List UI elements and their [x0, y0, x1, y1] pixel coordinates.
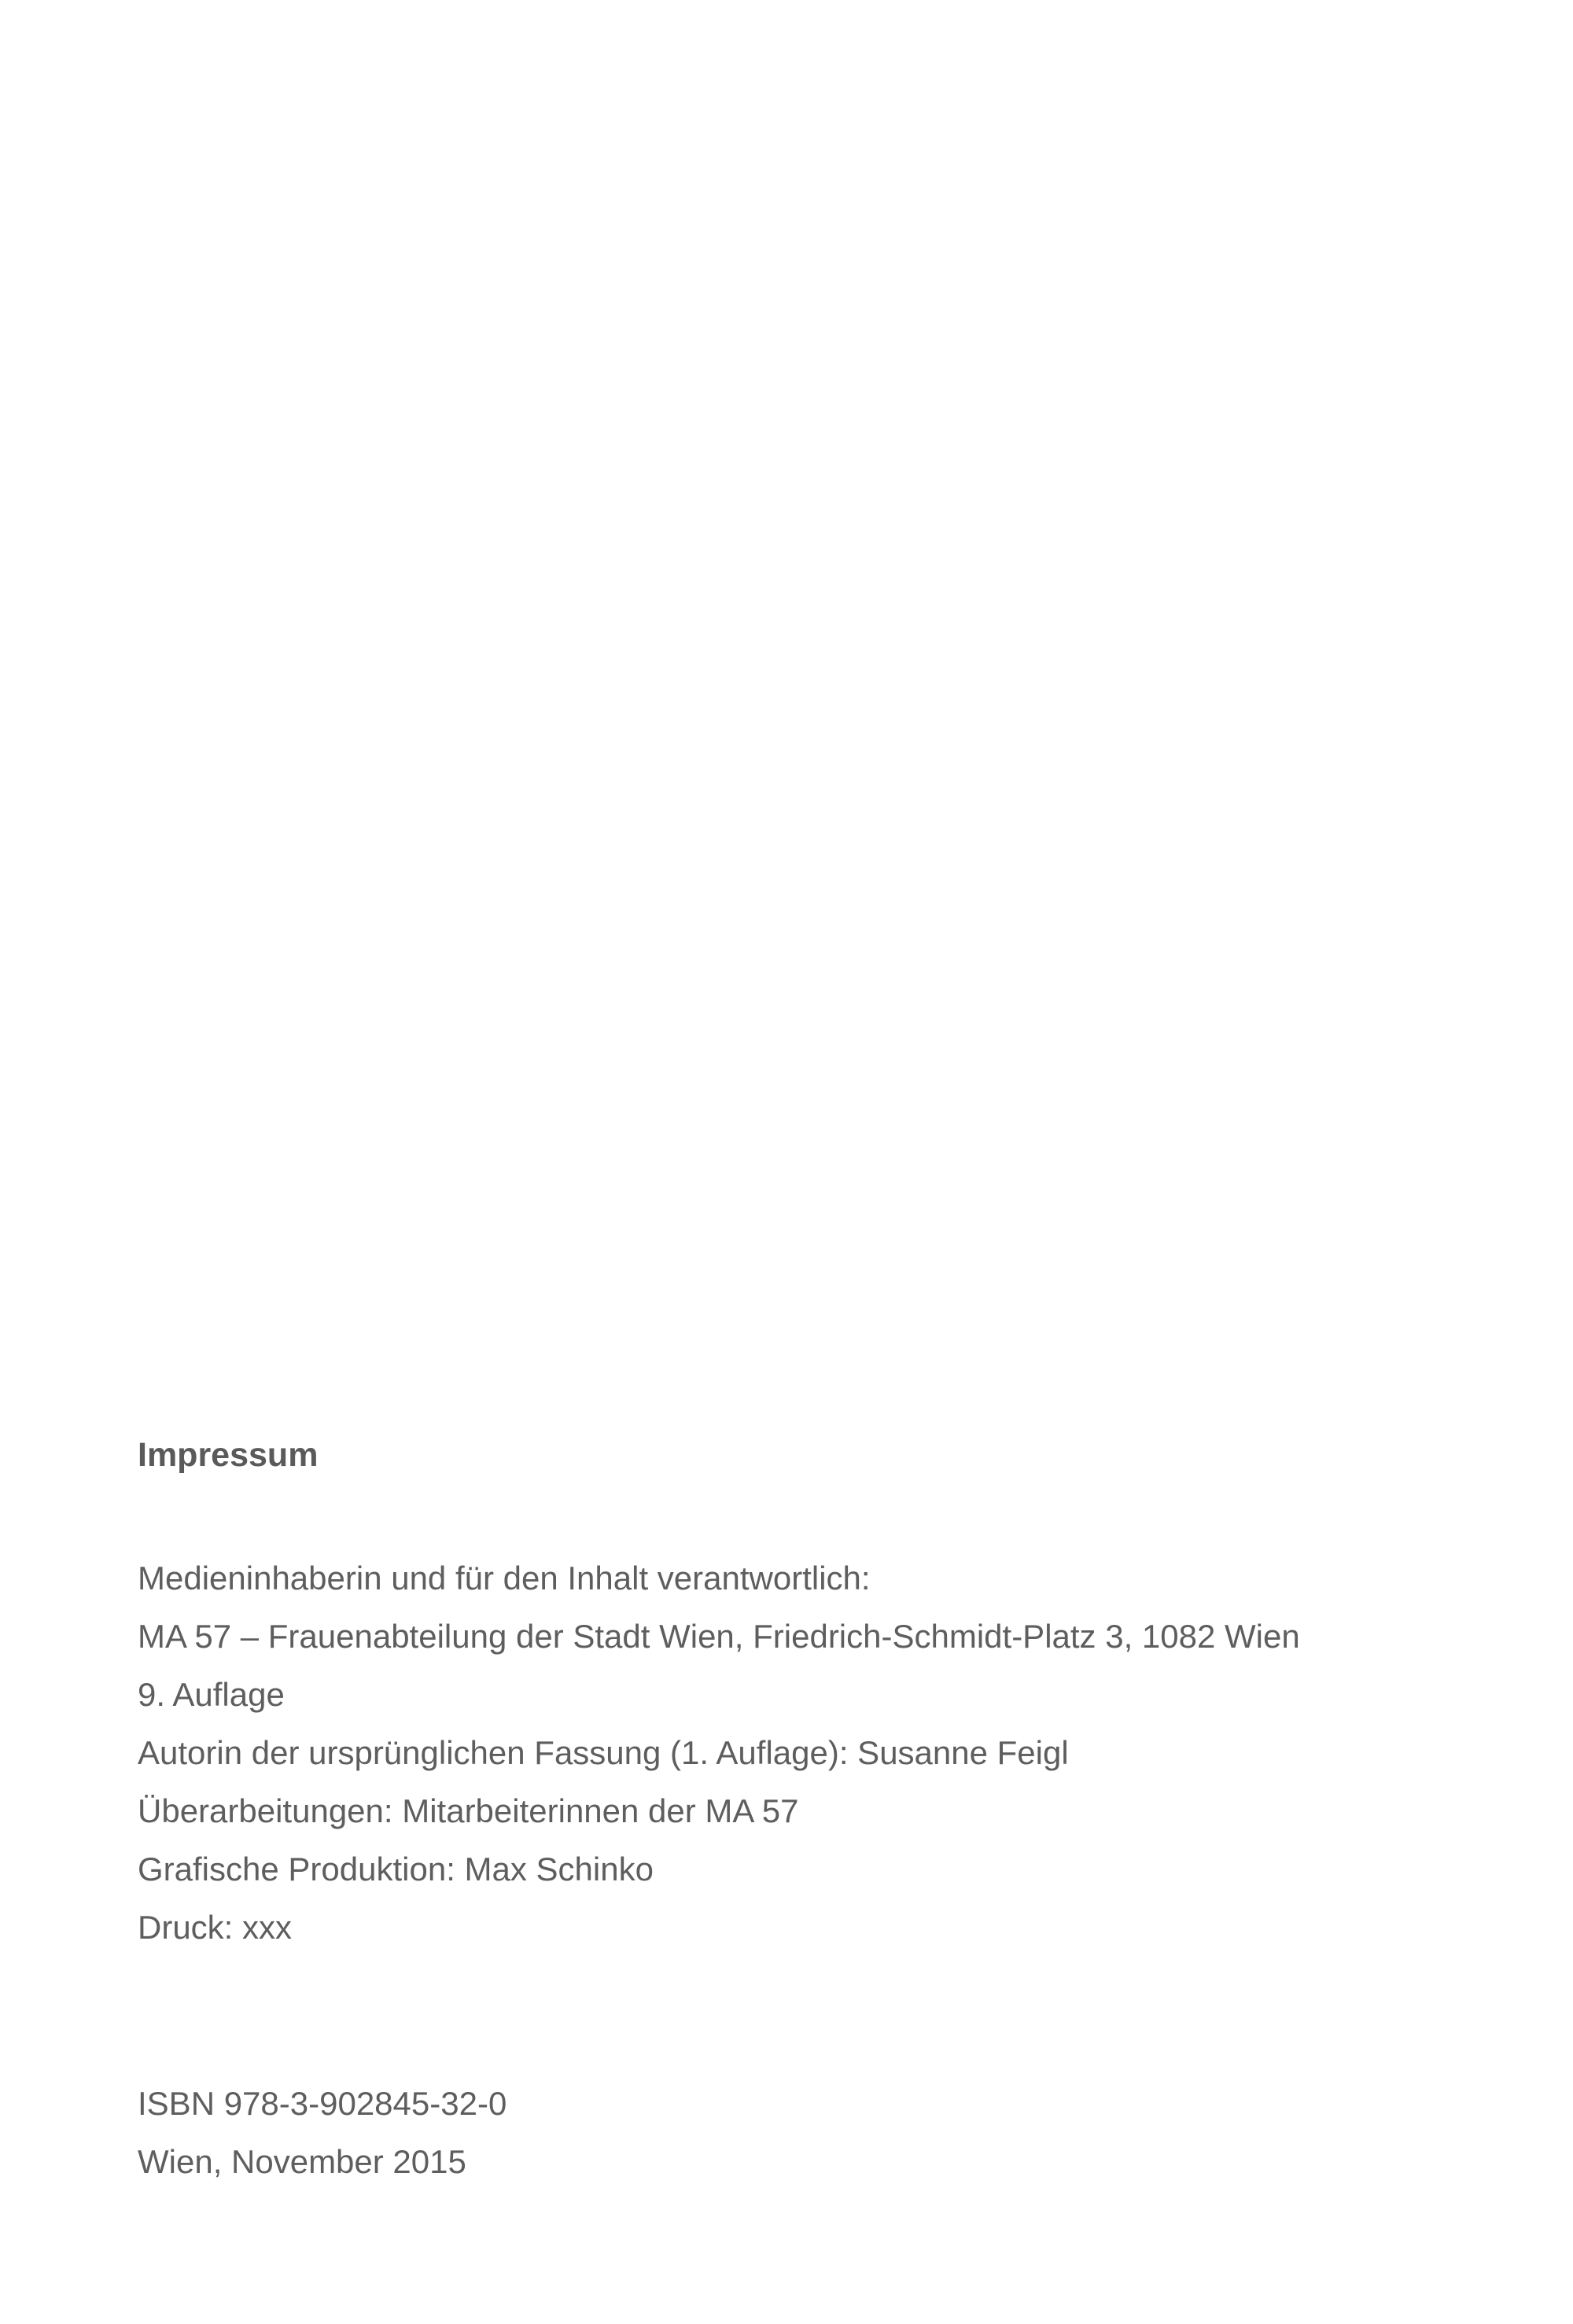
- graphic-production: Grafische Produktion: Max Schinko: [138, 1851, 654, 1888]
- place-date: Wien, November 2015: [138, 2143, 466, 2180]
- revisions: Überarbeitungen: Mitarbeiterinnen der MA 57: [138, 1792, 799, 1829]
- impressum-heading: Impressum: [138, 1436, 319, 1474]
- owner-label: Medieninhaberin und für den Inhalt verantwortlich:: [138, 1560, 871, 1597]
- publication-info: [138, 2075, 1475, 2191]
- impressum-section: [138, 1431, 1475, 2191]
- isbn: ISBN 978-3-902845-32-0: [138, 2085, 507, 2122]
- print: Druck: xxx: [138, 1909, 293, 1946]
- impressum-details: [138, 1549, 1475, 1957]
- original-author: Autorin der ursprünglichen Fassung (1. Auflage): Susanne Feigl: [138, 1734, 1069, 1771]
- edition: 9. Auflage: [138, 1676, 285, 1713]
- owner-address: MA 57 – Frauenabteilung der Stadt Wien, Friedrich-Schmidt-Platz 3, 1082 Wien: [138, 1618, 1300, 1655]
